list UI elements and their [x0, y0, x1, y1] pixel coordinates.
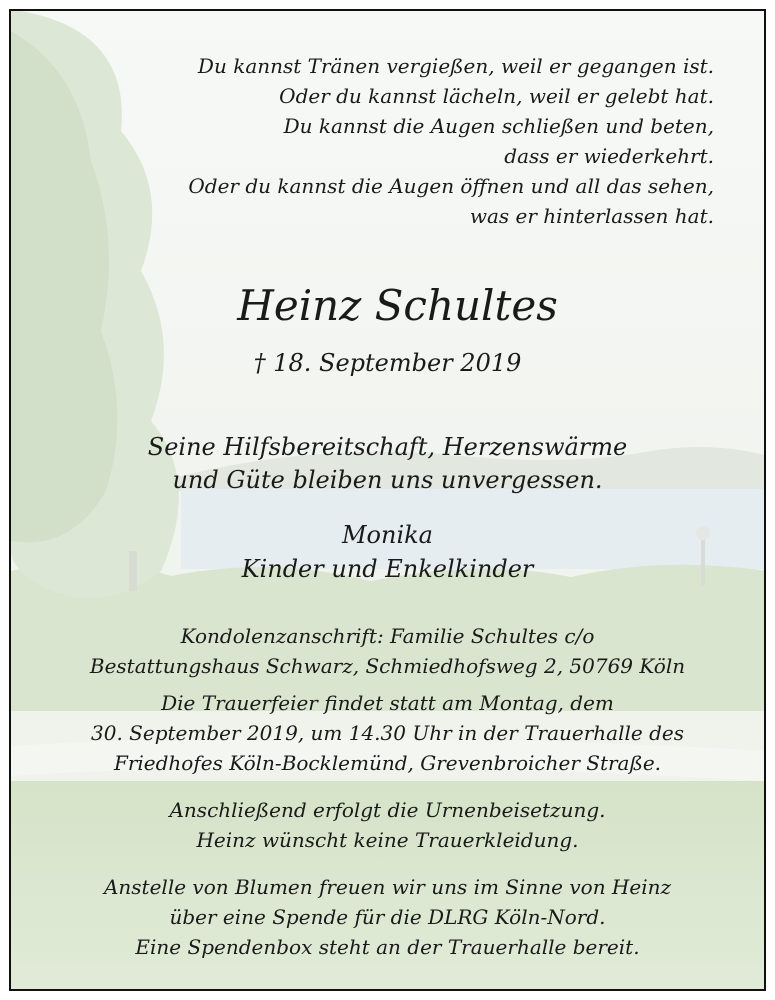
burial-notice	[11, 795, 764, 855]
burial-line: Heinz wünscht keine Trauerkleidung.	[196, 828, 579, 852]
donation-line: über eine Spende für die DLRG Köln-Nord.	[169, 905, 606, 929]
poem-line: Oder du kannst die Augen öffnen und all das sehen,	[188, 174, 714, 198]
poem-line: was er hinterlassen hat.	[469, 204, 714, 228]
poem	[74, 51, 714, 231]
deceased-name: Heinz Schultes	[237, 281, 558, 330]
poem-line: Du kannst Tränen vergießen, weil er gegangen ist.	[197, 54, 714, 78]
donation-line: Anstelle von Blumen freuen wir uns im Sinne von Heinz	[103, 875, 672, 899]
ceremony-line: 30. September 2019, um 14.30 Uhr in der Trauerhalle des	[91, 721, 684, 745]
donation-notice	[11, 872, 764, 962]
funeral-ceremony	[11, 688, 764, 778]
mourner-line: Monika	[341, 521, 433, 549]
donation-line: Eine Spendenbox steht an der Trauerhalle bereit.	[135, 935, 640, 959]
poem-line: Oder du kannst lächeln, weil er gelebt hat.	[279, 84, 714, 108]
address-line: Bestattungshaus Schwarz, Schmiedhofsweg 2, 50769 Köln	[89, 654, 686, 678]
mourner-line: Kinder und Enkelkinder	[241, 555, 534, 583]
tribute-text	[11, 431, 764, 497]
death-date: † 18. September 2019	[253, 349, 522, 377]
poem-line: Du kannst die Augen schließen und beten,	[283, 114, 714, 138]
ceremony-line: Friedhofes Köln-Bocklemünd, Grevenbroicher Straße.	[113, 751, 662, 775]
obituary-frame	[9, 9, 766, 991]
ceremony-line: Die Trauerfeier findet statt am Montag, dem	[161, 691, 614, 715]
condolence-address	[11, 621, 764, 681]
poem-line: dass er wiederkehrt.	[504, 144, 714, 168]
burial-line: Anschließend erfolgt die Urnenbeisetzung.	[169, 798, 606, 822]
address-line: Kondolenzanschrift: Familie Schultes c/o	[180, 624, 595, 648]
tribute-line: Seine Hilfsbereitschaft, Herzenswärme	[147, 433, 628, 461]
tribute-line: und Güte bleiben uns unvergessen.	[172, 466, 603, 494]
mourners	[11, 518, 764, 586]
